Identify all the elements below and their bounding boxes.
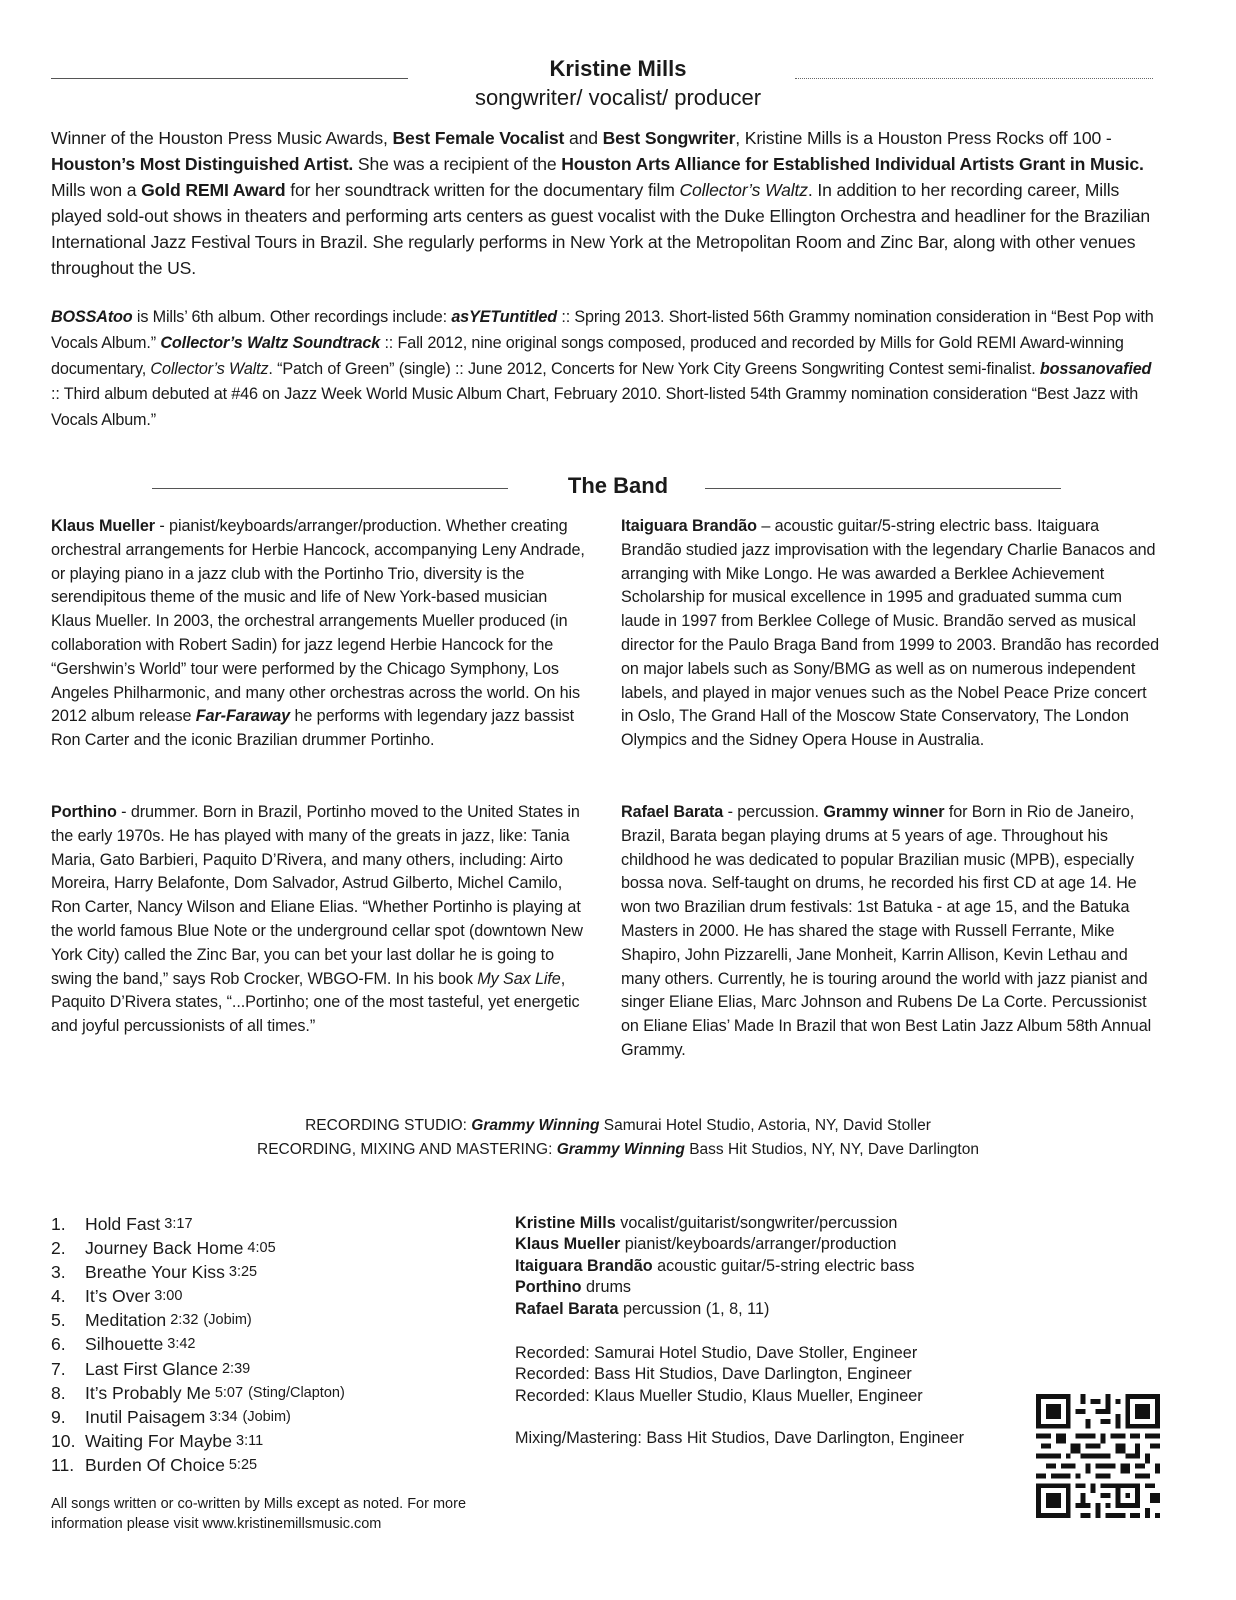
emphasis-text: Best Songwriter (602, 128, 736, 148)
track-item (51, 1308, 491, 1332)
emphasis-text: Collector’s Waltz Soundtrack (160, 333, 381, 352)
emphasis-text: Itaiguara Brandão (621, 517, 757, 535)
track-credit: (Sting/Clapton) (248, 1384, 345, 1401)
track-credit: (Jobim) (203, 1312, 252, 1329)
track-list (51, 1212, 491, 1477)
emphasis-text: Best Female Vocalist (392, 128, 565, 148)
bio-rafael-barata (621, 801, 1161, 1063)
track-duration: 2:32 (170, 1312, 199, 1329)
emphasis-text: Rafael Barata (621, 803, 724, 821)
track-title: It’s Probably Me (85, 1382, 211, 1403)
studio-credit (0, 1141, 1236, 1159)
personnel-item (515, 1213, 1035, 1234)
body-text: :: Third album debuted at #46 on Jazz Week World Music Album Chart, February 2010. Short-listed 54th Grammy nomination consideration “Best Jazz with Vocals Album.” (51, 385, 1139, 430)
recorded-line: Recorded: Bass Hit Studios, Dave Darlington, Engineer (515, 1365, 912, 1384)
track-item (51, 1357, 491, 1381)
track-item (51, 1381, 491, 1405)
track-number: 5. (51, 1310, 66, 1331)
track-item (51, 1260, 491, 1284)
personnel-name: Klaus Mueller (515, 1235, 621, 1254)
personnel-name: Rafael Barata (515, 1299, 619, 1318)
track-title: Hold Fast (85, 1214, 161, 1234)
studio-label: RECORDING STUDIO: (305, 1117, 472, 1134)
personnel-list (515, 1213, 1035, 1320)
bio-klaus-mueller (51, 515, 591, 753)
body-text: :: Fall 2012, nine original songs composed, produced and recorded by Mills for Gold REMI Award-winning documentary, (51, 333, 1124, 378)
emphasis-text: My Sax Life (477, 969, 561, 988)
track-item (51, 1284, 491, 1308)
emphasis-text: Far-Faraway (195, 707, 291, 726)
track-title: Journey Back Home (85, 1238, 244, 1259)
track-duration: 5:07 (214, 1384, 244, 1401)
body-text: . In addition to her recording career, Mills played sold-out shows in theaters and performing arts centers as guest vocalist with the Duke Ellington Orchestra and headliner for the Brazilian International Jazz Festival Tours in Brazil. She regularly performs in New York at the Metropolitan Room and Zinc Bar, along with other venues throughout the US. (51, 180, 1150, 278)
track-item (51, 1236, 491, 1260)
body-text: , Paquito D’Rivera states, “...Portinho; one of the most tasteful, yet energetic and joyful percussionists of all times.” (51, 969, 580, 1036)
recordings-paragraph (51, 305, 1161, 434)
personnel-name: Itaiguara Brandão (515, 1256, 653, 1275)
track-duration: 5:25 (228, 1456, 258, 1473)
emphasis-text: Houston’s Most Distinguished Artist. (51, 154, 354, 174)
intro-paragraph (51, 125, 1161, 281)
track-title: It’s Over (85, 1286, 151, 1307)
track-title: Breathe Your Kiss (85, 1262, 225, 1283)
studio-detail: Bass Hit Studios, NY, NY, Dave Darlington (684, 1141, 979, 1158)
track-number: 1. (51, 1214, 66, 1234)
track-number: 9. (51, 1406, 66, 1427)
band-section-title: The Band (567, 473, 669, 498)
track-number: 11. (51, 1454, 75, 1475)
body-text: :: Spring 2013. Short-listed 56th Grammy nomination consideration in “Best Pop with Vocals Album.” (51, 308, 1154, 352)
track-duration: 3:42 (167, 1336, 196, 1353)
body-text: Winner of the Houston Press Music Awards, (51, 128, 393, 148)
track-number: 8. (51, 1382, 66, 1403)
body-text: - pianist/keyboards/arranger/production. Whether creating orchestral arrangements for Herbie Hancock, accompanying Leny Andrade, or playing piano in a jazz club with the Portinho Trio, diversity is the serendipitous theme of the music and life of New York-based musician Klaus Mueller. In 2003, the orchestral arrangements Mueller produced (in collaboration with Robert Sadin) for jazz legend Herbie Hancock for the “Gershwin’s World” tour were performed by the Chicago Symphony, Los Angeles Philharmonic, and many other orchestras across the world. On his 2012 album release (51, 517, 585, 726)
studio-detail: Samurai Hotel Studio, Astoria, NY, David Stoller (599, 1117, 931, 1134)
track-item (51, 1453, 491, 1477)
track-number: 10. (51, 1430, 76, 1451)
track-item (51, 1332, 491, 1356)
body-text: - percussion. (723, 803, 824, 821)
body-text: . “Patch of Green” (single) :: June 2012, Concerts for New York City Greens Songwriting Contest semi-finalist. (268, 359, 1040, 378)
emphasis-text: Collector’s Waltz (679, 180, 808, 200)
studio-emphasis: Grammy Winning (556, 1141, 685, 1158)
personnel-item (515, 1234, 1035, 1255)
personnel-item (515, 1256, 1035, 1277)
personnel-role: vocalist/guitarist/songwriter/percussion (615, 1214, 898, 1232)
track-number: 6. (51, 1334, 66, 1355)
body-text: , Kristine Mills is a Houston Press Rocks off 100 - (735, 128, 1112, 148)
track-duration: 3:00 (154, 1288, 183, 1305)
track-title: Waiting For Maybe (85, 1430, 232, 1451)
emphasis-text: Klaus Mueller (51, 517, 155, 535)
qr-code-icon[interactable] (1036, 1394, 1160, 1518)
personnel-role: drums (581, 1278, 632, 1297)
mixing-credit: Mixing/Mastering: Bass Hit Studios, Dave Darlington, Engineer (515, 1429, 964, 1447)
track-item (51, 1405, 491, 1429)
personnel-name: Porthino (515, 1278, 582, 1297)
track-title: Inutil Paisagem (85, 1406, 206, 1427)
body-text: and (564, 128, 603, 148)
body-text: is Mills’ 6th album. Other recordings include: (132, 308, 452, 326)
emphasis-text: Grammy winner (823, 803, 945, 821)
recorded-line: Recorded: Samurai Hotel Studio, Dave Stoller, Engineer (515, 1344, 918, 1362)
emphasis-text: Porthino (51, 803, 117, 821)
emphasis-text: BOSSAtoo (51, 308, 133, 326)
emphasis-text: bossanovafied (1039, 359, 1152, 378)
track-duration: 3:17 (164, 1216, 193, 1232)
track-duration: 3:25 (228, 1264, 258, 1281)
personnel-item (515, 1277, 1035, 1298)
track-number: 4. (51, 1286, 66, 1307)
recorded-line: Recorded: Klaus Mueller Studio, Klaus Mueller, Engineer (515, 1386, 923, 1405)
emphasis-text: asYETuntitled (451, 308, 558, 326)
body-text: for Born in Rio de Janeiro, Brazil, Barata began playing drums at 5 years of age. Throughout his childhood he was dedicated to popular Brazilian music (MPB), especially bossa nova. Self-taught on drums, he recorded his first CD at age 14. He won two Brazilian drum festivals: 1st Batuka - at age 15, and the Batuka Masters in 2000. He has shared the stage with Russell Ferrante, Mike Shapiro, John Pizzarelli, Jane Monheit, Karrin Allison, Kevin Lethau and many others. Currently, he is touring around the world with jazz pianist and singer Eliane Elias, Marc Johnson and Rubens De La Corte. Percussionist on Eliane Elias’ Made In Brazil that won Best Latin Jazz Album 58th Annual Grammy. (621, 803, 1152, 1059)
studio-emphasis: Grammy Winning (471, 1117, 600, 1134)
emphasis-text: Houston Arts Alliance for Established Individual Artists Grant in Music. (561, 154, 1144, 174)
body-text: Mills won a (51, 180, 142, 200)
track-title: Silhouette (85, 1334, 164, 1355)
personnel-item (515, 1299, 1035, 1320)
track-title: Burden Of Choice (85, 1454, 225, 1475)
personnel-role: pianist/keyboards/arranger/production (620, 1235, 897, 1254)
bio-itaiguara-brandao (621, 515, 1161, 753)
body-text: - drummer. Born in Brazil, Portinho moved to the United States in the early 1970s. He has played with many of the greats in jazz, like: Tania Maria, Gato Barbieri, Paquito D’Rivera, and many others, including: Airto Moreira, Harry Belafonte, Dom Salvador, Astrud Gilberto, Michel Camilo, Ron Carter, Nancy Wilson and Eliane Elias. “Whether Portinho is playing at the world famous Blue Note or the underground cellar spot (downtown New York City) called the Zinc Bar, you can bet your last dollar he is going to swing the band,” says Rob Crocker, WBGO-FM. In his book (51, 803, 583, 988)
personnel-role: acoustic guitar/5-string electric bass (652, 1256, 915, 1275)
personnel-name: Kristine Mills (515, 1214, 616, 1232)
track-title: Meditation (85, 1310, 167, 1331)
body-text: for her soundtrack written for the documentary film (285, 180, 680, 200)
track-item (51, 1429, 491, 1453)
track-title: Last First Glance (85, 1358, 218, 1379)
artist-name: Kristine Mills (549, 56, 687, 81)
footnote: All songs written or co-written by Mills except as noted. For more information please visit www.kristinemillsmusic.com (51, 1496, 467, 1532)
track-number: 7. (51, 1358, 66, 1379)
track-duration: 4:05 (247, 1240, 276, 1257)
body-text: he performs with legendary jazz bassist Ron Carter and the iconic Brazilian drummer Portinho. (51, 707, 574, 750)
track-credit: (Jobim) (242, 1408, 291, 1425)
track-duration: 3:34 (209, 1408, 238, 1425)
track-duration: 3:11 (236, 1432, 264, 1449)
personnel-role: percussion (1, 8, 11) (618, 1299, 770, 1318)
track-number: 2. (51, 1238, 66, 1259)
body-text: – acoustic guitar/5-string electric bass. Itaiguara Brandão studied jazz improvisation with the legendary Charlie Banacos and arranging with Mike Longo. He was awarded a Berklee Achievement Scholarship for musical excellence in 1995 and graduated summa cum laude in 1997 from Berklee College of Music. Brandão served as musical director for the Paulo Braga Band from 1999 to 2003. Brandão has recorded on major labels such as Sony/BMG as well as on numerous independent labels, and played in major venues such as the Nobel Peace Prize concert in Oslo, The Grand Hall of the Moscow State Conservatory, The London Olympics and the Sidney Opera House in Australia. (621, 517, 1160, 750)
track-duration: 2:39 (221, 1360, 251, 1377)
bio-porthino (51, 801, 591, 1039)
track-item (51, 1212, 491, 1236)
emphasis-text: Collector’s Waltz (150, 359, 269, 378)
studio-credit (0, 1117, 1236, 1135)
studio-label: RECORDING, MIXING AND MASTERING: (257, 1141, 557, 1158)
body-text: She was a recipient of the (353, 154, 562, 174)
artist-subtitle: songwriter/ vocalist/ producer (474, 85, 762, 110)
emphasis-text: Gold REMI Award (141, 180, 286, 200)
recorded-credits (515, 1343, 1035, 1407)
track-number: 3. (51, 1262, 66, 1283)
